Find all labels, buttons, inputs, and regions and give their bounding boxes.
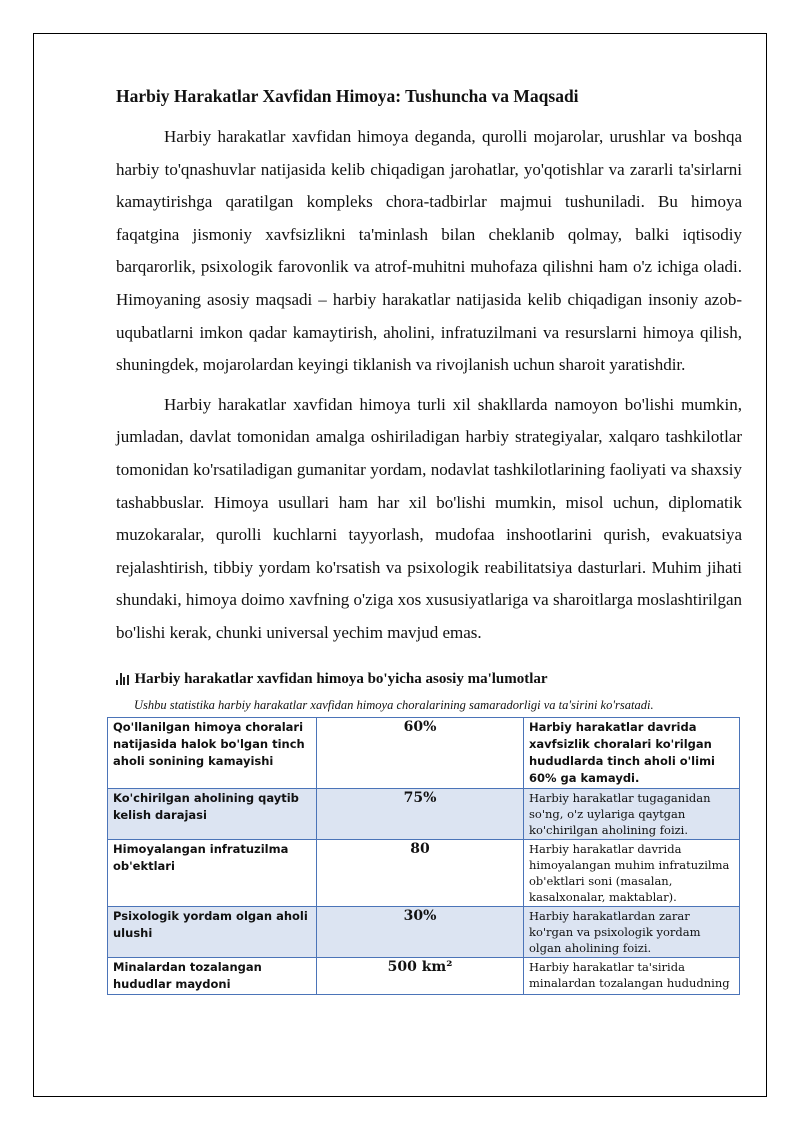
document-body [113, 86, 742, 995]
table-row [108, 839, 740, 906]
row-label: Himoyalangan infratuzilma ob'ektlari [108, 839, 317, 906]
stats-subtitle: Ushbu statistika harbiy harakatlar xavfidan himoya choralarining samaradorligi va ta'sirini ko'rsatadi. [134, 697, 654, 712]
row-note: Harbiy harakatlar ta'sirida minalardan tozalangan hududning [524, 957, 740, 994]
paragraph-2: Harbiy harakatlar xavfidan himoya turli xil shakllarda namoyon bo'lishi mumkin, jumladan, davlat tomonidan amalga oshiriladigan harbiy strategiyalar, xalqaro tashkilotlar tomonidan ko'rsatiladigan gumanitar yordam, nodavlat tashkilotlarining faoliyati va shaxsiy tashabbuslar. Himoya usullari ham har xil bo'lishi mumkin, misol uchun, diplomatik muzokaralar, qurolli kuchlarni tayyorlash, mudofaa inshootlarini qurish, evakuatsiya rejalashtirish, tibbiy yordam ko'rsatish va psixologik reabilitatsiya dasturlari. Muhim jihati shundaki, himoya doimo xavfning o'ziga xos xususiyatlariga va sharoitlarga moslashtirilgan bo'lishi kerak, chunki universal yechim mavjud emas. [116, 394, 742, 642]
table-row [108, 788, 740, 839]
row-label: Qo'llanilgan himoya choralari natijasida halok bo'lgan tinch aholi sonining kamayishi [108, 717, 317, 788]
table-row [108, 957, 740, 994]
stats-title-text: Harbiy harakatlar xavfidan himoya bo'yicha asosiy ma'lumotlar [134, 670, 548, 687]
row-note: Harbiy harakatlar davrida xavfsizlik choralari ko'rilgan hududlarda tinch aholi o'limi 60% ga kamaydi. [524, 717, 740, 788]
table-row [108, 906, 740, 957]
row-label: Psixologik yordam olgan aholi ulushi [108, 906, 317, 957]
row-note: Harbiy harakatlar davrida himoyalangan muhim infratuzilma ob'ektlari soni (masalan, kasalxonalar, maktablar). [524, 839, 740, 906]
row-label: Ko'chirilgan aholining qaytib kelish darajasi [108, 788, 317, 839]
row-note: Harbiy harakatlardan zarar ko'rgan va psixologik yordam olgan aholining foizi. [524, 906, 740, 957]
bar-chart-icon [116, 673, 129, 685]
row-label: Minalardan tozalangan hududlar maydoni [108, 957, 317, 994]
stats-table [107, 717, 740, 995]
row-value: 30% [317, 906, 524, 957]
row-note: Harbiy harakatlar tugaganidan so'ng, o'z uylariga qaytgan ko'chirilgan aholining foizi. [524, 788, 740, 839]
row-value: 60% [317, 717, 524, 788]
row-value: 500 km² [317, 957, 524, 994]
paragraph-1: Harbiy harakatlar xavfidan himoya deganda, qurolli mojarolar, urushlar va boshqa harbiy to'qnashuvlar natijasida kelib chiqadigan jarohatlar, yo'qotishlar va zararli ta'sirlarni kamaytirishga qaratilgan kompleks chora-tadbirlar majmui tushuniladi. Bu himoya faqatgina jismoniy xavfsizlikni ta'minlash bilan cheklanib qolmay, balki iqtisodiy barqarorlik, psixologik farovonlik va atrof-muhitni muhofaza qilishni ham o'z ichiga oladi. Himoyaning asosiy maqsadi – harbiy harakatlar natijasida kelib chiqadigan insoniy azob-uqubatlarni imkon qadar kamaytirish, aholini, infratuzilmani va resurslarni himoya qilish, shuningdek, mojarolardan keyingi tiklanish va rivojlanish uchun sharoit yaratishdir. [116, 127, 742, 375]
stats-title [116, 671, 742, 688]
table-row [108, 717, 740, 788]
section-heading: Harbiy Harakatlar Xavfidan Himoya: Tushuncha va Maqsadi [116, 86, 579, 106]
row-value: 80 [317, 839, 524, 906]
row-value: 75% [317, 788, 524, 839]
